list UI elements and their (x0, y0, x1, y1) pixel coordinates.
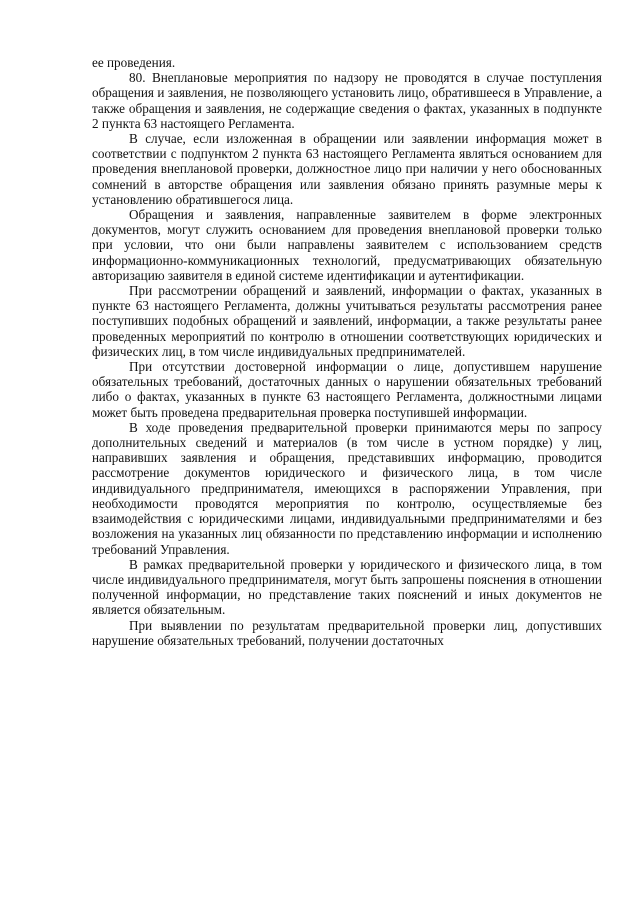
paragraph-explanations: В рамках предварительной проверки у юридического и физического лица, в том числе индивидуального предпринимателя, могут быть запрошены пояснения в отношении полученной информации, но представление таких пояснений и иных документов не является обязательным. (92, 556, 602, 618)
paragraph-continuation: ее проведения. (92, 55, 176, 70)
paragraph-item-80: 80. Внеплановые мероприятия по надзору не проводятся в случае поступления обращения и заявления, не позволяющего установить лицо, обратившееся в Управление, а также обращения и заявления, не содержащие сведения о фактах, указанных в подпункте 2 пункта 63 настоящего Регламента. (92, 70, 602, 131)
paragraph-consideration: При рассмотрении обращений и заявлений, информации о фактах, указанных в пункте 63 настоящего Регламента, должны учитываться результаты рассмотрения ранее поступивших подобных обращений и заявлений, информации, а также результаты ранее проведенных мероприятий по контролю в отношении соответствующих юридических и физических лиц, в том числе индивидуальных предпринимателей. (92, 283, 602, 359)
paragraph-detection: При выявлении по результатам предварительной проверки лиц, допустивших нарушение обязательных требований, получении достаточных (92, 617, 602, 648)
paragraph-preliminary-check: При отсутствии достоверной информации о лице, допустившем нарушение обязательных требований, достаточных данных о нарушении обязательных требований либо о фактах, указанных в пункте 63 настоящего Регламента, должностными лицами может быть проведена предварительная проверка поступившей информации. (92, 359, 602, 420)
paragraph-author-doubt: В случае, если изложенная в обращении или заявлении информация может в соответствии с подпунктом 2 пункта 63 настоящего Регламента являться основанием для проведения внеплановой проверки, должностное лицо при наличии у него обоснованных сомнений в авторстве обращения или заявления обязано принять разумные меры к установлению обратившегося лица. (92, 131, 602, 207)
paragraph-check-measures: В ходе проведения предварительной проверки принимаются меры по запросу дополнительных сведений и материалов (в том числе в устном порядке) у лиц, направивших заявления и обращения, представивших информацию, проводится рассмотрение документов юридического и физического лица, в том числе индивидуального предпринимателя, имеющихся в распоряжении Управления, при необходимости проводятся мероприятия по контролю, осуществляемые без взаимодействия с юридическими лицами, индивидуальными предпринимателями и без возложения на указанных лиц обязанности по представлению информации и исполнению требований Управления. (92, 419, 602, 557)
paragraph-electronic-documents: Обращения и заявления, направленные заявителем в форме электронных документов, могут служить основанием для проведения внеплановой проверки только при условии, что они были направлены заявителем с использованием средств информационно-коммуникационных технологий, предусматривающих обязательную авторизацию заявителя в единой системе идентификации и аутентификации. (92, 207, 602, 283)
